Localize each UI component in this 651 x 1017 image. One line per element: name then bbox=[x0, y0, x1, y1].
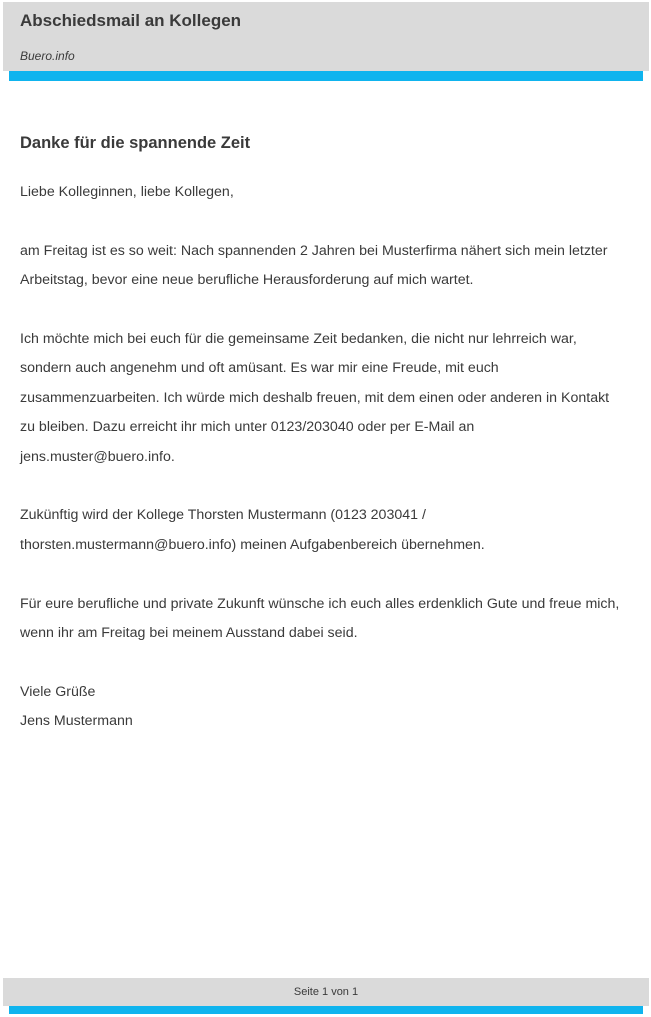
source-label: Buero.info bbox=[20, 49, 75, 63]
document-footer bbox=[3, 978, 649, 1006]
paragraph-thanks: Ich möchte mich bei euch für die gemeinsame Zeit bedanken, die nicht nur lehrreich war, sondern auch angenehm und oft amüsant. Es war mir eine Freude, mit euch zusammenzuarbeiten. Ich würde mich deshalb freuen, mit dem einen oder anderen in Kontakt zu bleiben. Dazu erreicht ihr mich unter 0123/203040 oder per E-Mail an jens.muster@buero.info. bbox=[20, 331, 610, 465]
closing: Viele Grüße bbox=[20, 683, 96, 700]
letter-body bbox=[20, 128, 620, 737]
document-title: Abschiedsmail an Kollegen bbox=[20, 11, 242, 30]
paragraph-farewell-notice: am Freitag ist es so weit: Nach spannenden 2 Jahren bei Musterfirma nähert sich mein letzter Arbeitstag, bevor eine neue berufliche Herausforderung auf mich wartet. bbox=[20, 242, 608, 289]
paragraph-successor: Zukünftig wird der Kollege Thorsten Mustermann (0123 203041 / thorsten.mustermann@buero.info) meinen Aufgabenbereich übernehmen. bbox=[20, 507, 485, 553]
paragraph-wishes: Für eure berufliche und private Zukunft wünsche ich euch alles erdenklich Gute und freue mich, wenn ihr am Freitag bei meinem Ausstand dabei seid. bbox=[20, 595, 620, 642]
header-accent-bar bbox=[9, 71, 643, 81]
salutation: Liebe Kolleginnen, liebe Kollegen, bbox=[20, 184, 234, 200]
page-number: Seite 1 von 1 bbox=[293, 986, 359, 998]
letter-heading: Danke für die spannende Zeit bbox=[20, 134, 251, 152]
footer-accent-bar bbox=[9, 1006, 643, 1014]
signature: Jens Mustermann bbox=[20, 713, 133, 730]
document-header bbox=[3, 2, 649, 71]
